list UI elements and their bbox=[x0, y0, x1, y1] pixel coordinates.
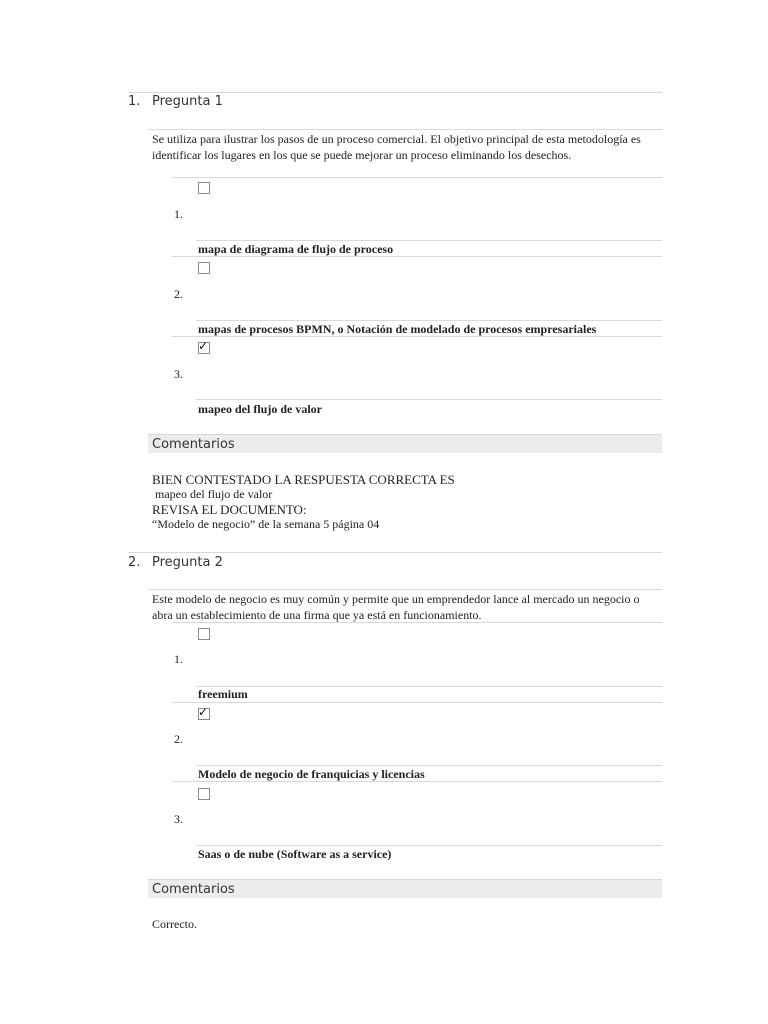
q1-option-3-label-divider bbox=[196, 399, 662, 400]
q1-option-1-label-divider bbox=[196, 240, 662, 241]
question-1-text-top-divider bbox=[148, 129, 662, 130]
q2-option-2-label-divider bbox=[196, 765, 662, 766]
question-1-comments-header: Comentarios bbox=[148, 434, 662, 453]
q1-option-2-checkbox[interactable] bbox=[198, 262, 210, 274]
question-2-title: Pregunta 2 bbox=[152, 555, 223, 570]
feedback-line: mapeo del flujo de valor bbox=[152, 487, 273, 501]
q1-option-1-checkbox[interactable] bbox=[198, 182, 210, 194]
feedback-line: REVISA EL DOCUMENTO: bbox=[152, 502, 307, 517]
q1-option-2-label-divider bbox=[196, 320, 662, 321]
q2-option-2-label: Modelo de negocio de franquicias y licencias bbox=[198, 767, 425, 781]
checkmark-icon: ✓ bbox=[198, 705, 209, 719]
question-2-number: 2. bbox=[128, 555, 141, 570]
q2-option-2-number: 2. bbox=[174, 732, 183, 746]
q1-option-2-divider bbox=[172, 256, 662, 257]
q1-option-3-label: mapeo del flujo de valor bbox=[198, 402, 322, 416]
q1-option-3-checkbox[interactable] bbox=[198, 339, 210, 354]
question-2-comments-header: Comentarios bbox=[148, 879, 662, 898]
question-1-title: Pregunta 1 bbox=[152, 94, 223, 109]
question-2-top-divider bbox=[128, 552, 662, 553]
question-1-feedback bbox=[152, 472, 455, 532]
q2-option-1-label-divider bbox=[196, 686, 662, 687]
question-1-top-divider bbox=[128, 92, 662, 93]
question-2-text-top-divider bbox=[148, 589, 662, 590]
checkmark-icon: ✓ bbox=[198, 339, 209, 353]
q2-option-1-checkbox[interactable] bbox=[198, 628, 210, 640]
q2-option-2-checkbox[interactable] bbox=[198, 705, 210, 720]
question-1-text: Se utiliza para ilustrar los pasos de un proceso comercial. El objetivo principal de esta metodología es identificar los lugares en los que se puede mejorar un proceso eliminando los desechos. bbox=[152, 132, 641, 162]
q2-option-1-divider bbox=[172, 622, 662, 623]
q2-option-3-divider bbox=[172, 781, 662, 782]
q1-option-1-number: 1. bbox=[174, 207, 183, 221]
feedback-line: BIEN CONTESTADO LA RESPUESTA CORRECTA ES bbox=[152, 472, 455, 487]
q2-option-3-label: Saas o de nube (Software as a service) bbox=[198, 847, 392, 861]
q2-option-2-divider bbox=[172, 702, 662, 703]
q2-option-3-number: 3. bbox=[174, 812, 183, 826]
q1-option-1-divider bbox=[172, 177, 662, 178]
q1-option-3-number: 3. bbox=[174, 367, 183, 381]
q2-option-1-number: 1. bbox=[174, 652, 183, 666]
question-2-text: Este modelo de negocio es muy común y permite que un emprendedor lance al mercado un negocio o abra un establecimiento de una firma que ya está en funcionamiento. bbox=[152, 592, 640, 622]
q1-option-2-label: mapas de procesos BPMN, o Notación de modelado de procesos empresariales bbox=[198, 322, 597, 336]
question-2-header bbox=[128, 555, 223, 570]
q2-option-3-checkbox[interactable] bbox=[198, 788, 210, 800]
q1-option-3-divider bbox=[172, 336, 662, 337]
question-1-number: 1. bbox=[128, 94, 141, 109]
q2-option-3-label-divider bbox=[196, 845, 662, 846]
feedback-line: Correcto. bbox=[152, 917, 197, 931]
q1-option-2-number: 2. bbox=[174, 287, 183, 301]
q1-option-1-label: mapa de diagrama de flujo de proceso bbox=[198, 242, 394, 256]
q2-option-1-label: freemium bbox=[198, 687, 248, 701]
question-1-header bbox=[128, 94, 223, 109]
question-2-feedback bbox=[152, 917, 197, 932]
feedback-line: “Modelo de negocio” de la semana 5 página 04 bbox=[152, 517, 380, 531]
